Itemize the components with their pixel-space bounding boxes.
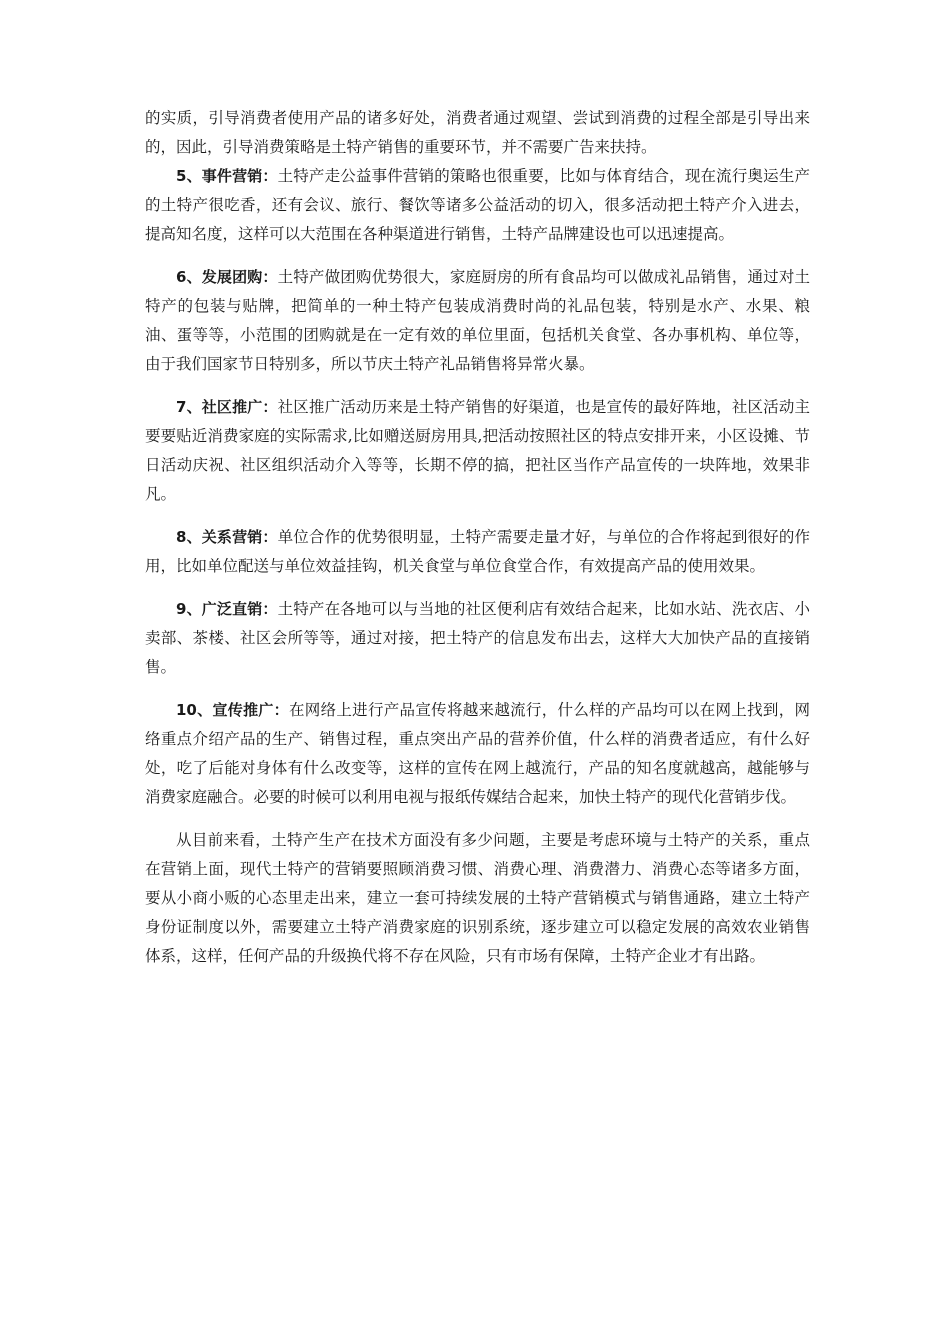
document-body (145, 104, 810, 971)
paragraph-direct-sales (145, 595, 810, 682)
paragraph-group-buying (145, 263, 810, 379)
paragraph-conclusion (145, 826, 810, 971)
paragraph-text: 的实质，引导消费者使用产品的诸多好处，消费者通过观望、尝试到消费的过程全部是引导出来的，因此，引导消费策略是土特产销售的重要环节，并不需要广告来扶持。 (145, 109, 810, 156)
paragraph-community-promotion (145, 393, 810, 509)
paragraph-heading: 9、广泛直销： (176, 600, 278, 618)
paragraph-text: 社区推广活动历来是土特产销售的好渠道，也是宣传的最好阵地，社区活动主要要贴近消费家庭的实际需求,比如赠送厨房用具,把活动按照社区的特点安排开来，小区设摊、节日活动庆祝、社区组织活动介入等等，长期不停的搞，把社区当作产品宣传的一块阵地，效果非凡。 (145, 398, 810, 503)
paragraph-heading: 6、发展团购： (176, 268, 278, 286)
paragraph-heading: 5、事件营销： (176, 167, 278, 185)
paragraph-text: 从目前来看，土特产生产在技术方面没有多少问题，主要是考虑环境与土特产的关系，重点在营销上面，现代土特产的营销要照顾消费习惯、消费心理、消费潜力、消费心态等诸多方面，要从小商小贩的心态里走出来，建立一套可持续发展的土特产营销模式与销售通路，建立土特产身份证制度以外，需要建立土特产消费家庭的识别系统，逐步建立可以稳定发展的高效农业销售体系，这样，任何产品的升级换代将不存在风险，只有市场有保障，土特产企业才有出路。 (145, 831, 810, 965)
paragraph-event-marketing (145, 162, 810, 249)
paragraph-heading: 8、关系营销： (176, 528, 278, 546)
paragraph-text: 土特产走公益事件营销的策略也很重要，比如与体育结合，现在流行奥运生产的土特产很吃香，还有会议、旅行、餐饮等诸多公益活动的切入，很多活动把土特产介入进去，提高知名度，这样可以大范围在各种渠道进行销售，土特产品牌建设也可以迅速提高。 (145, 167, 810, 243)
paragraph-text: 土特产在各地可以与当地的社区便利店有效结合起来，比如水站、洗衣店、小卖部、茶楼、社区会所等等，通过对接，把土特产的信息发布出去，这样大大加快产品的直接销售。 (145, 600, 810, 676)
paragraph-publicity (145, 696, 810, 812)
paragraph-text: 在网络上进行产品宣传将越来越流行，什么样的产品均可以在网上找到，网络重点介绍产品的生产、销售过程，重点突出产品的营养价值，什么样的消费者适应，有什么好处，吃了后能对身体有什么改变等，这样的宣传在网上越流行，产品的知名度就越高，越能够与消费家庭融合。必要的时候可以利用电视与报纸传媒结合起来，加快土特产的现代化营销步伐。 (145, 701, 810, 806)
paragraph-text: 土特产做团购优势很大，家庭厨房的所有食品均可以做成礼品销售，通过对土特产的包装与贴牌，把简单的一种土特产包装成消费时尚的礼品包装，特别是水产、水果、粮油、蛋等等，小范围的团购就是在一定有效的单位里面，包括机关食堂、各办事机构、单位等，由于我们国家节日特别多，所以节庆土特产礼品销售将异常火暴。 (145, 268, 810, 373)
paragraph-heading: 10、宣传推广： (176, 701, 289, 719)
paragraph-relationship-marketing (145, 523, 810, 581)
paragraph-text: 单位合作的优势很明显，土特产需要走量才好，与单位的合作将起到很好的作用，比如单位配送与单位效益挂钩，机关食堂与单位食堂合作，有效提高产品的使用效果。 (145, 528, 810, 575)
paragraph-continuation (145, 104, 810, 162)
paragraph-heading: 7、社区推广： (176, 398, 278, 416)
